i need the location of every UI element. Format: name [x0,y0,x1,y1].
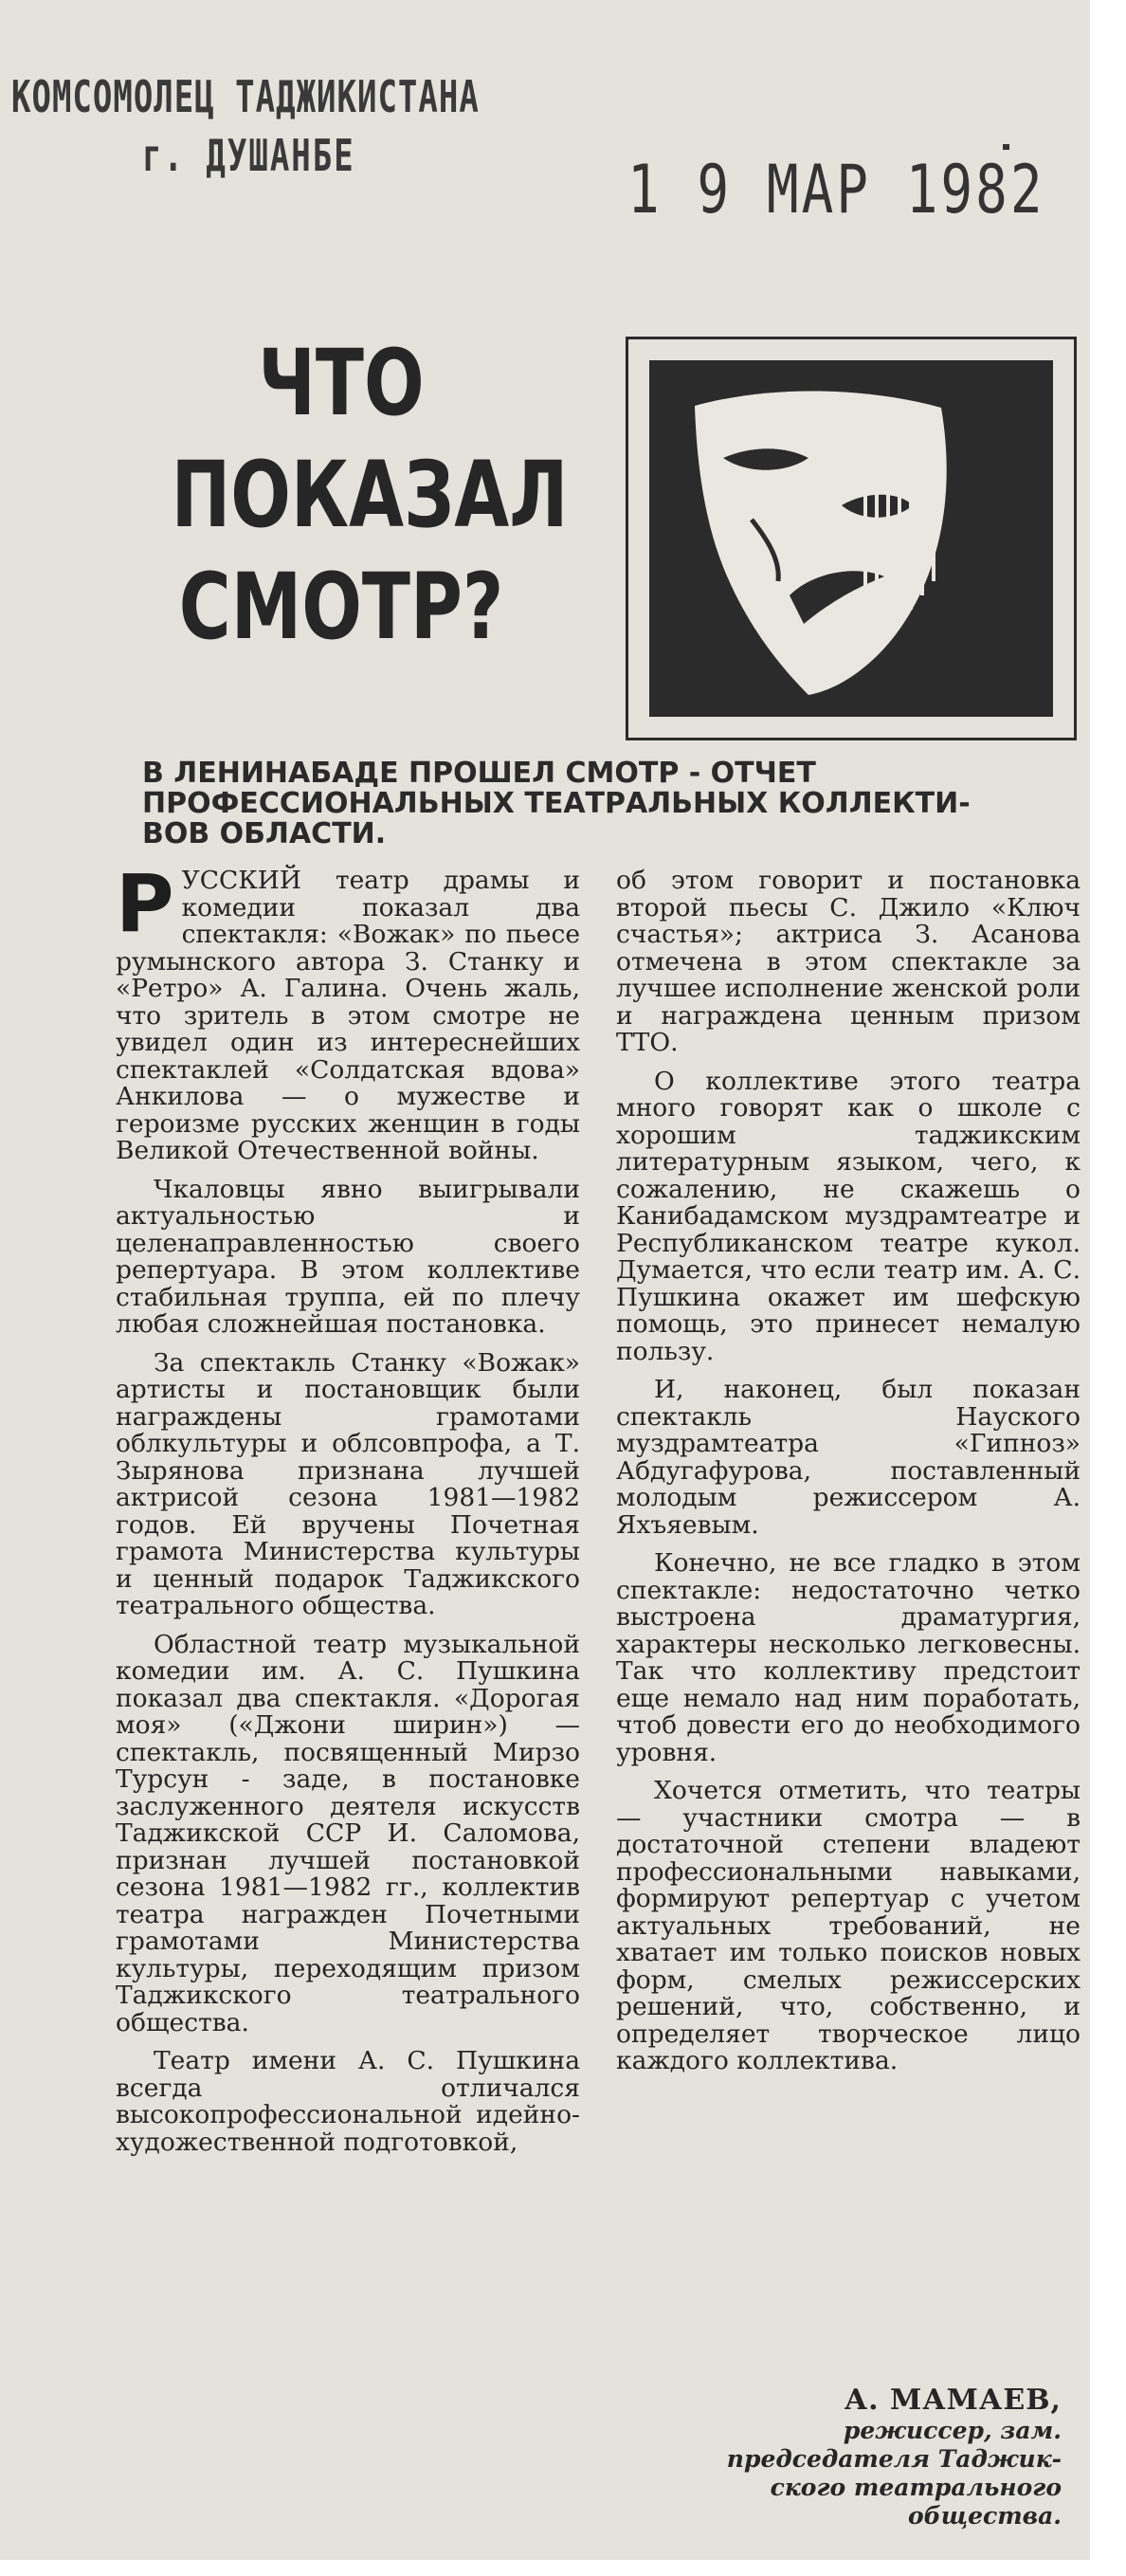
drop-cap: Р [116,857,174,950]
article-paragraph: И, наконец, был показан спектакль Науского муздрамтеатра «Гипноз» Абдугафурова, поставленный молодым режиссером А. Яхъяевым. [616,1375,1081,1540]
author-name: А. МАМАЕВ, [844,2384,1062,2417]
article-paragraph: О коллективе этого театра много говорят как о школе с хорошим таджикским литературным языком, чего, к сожалению, не скажешь о Канибадамском муздрамтеатре и Республиканском театре кукол. Думается, что если театр им. А. С. Пушкина окажет им шефскую помощь, это принесет немалую пользу. [616,1066,1081,1366]
article-column-left [116,857,580,2167]
lead-line: ВОВ ОБЛАСТИ. [142,817,387,850]
author-position: режиссер, зам. [843,2417,1062,2444]
newspaper-name-stamp: КОМСОМОЛЕЦ ТАДЖИКИСТАНА [11,72,480,123]
article-paragraph: Конечно, не все гладко в этом спектакле: недостаточно четко выстроена драматургия, характеры несколько легковесны. Так что коллективу предстоит еще немало над ним поработать, чтоб довести его до необходимого уровня. [616,1548,1081,1767]
article-title [123,327,569,663]
lead-paragraph [142,758,1081,850]
article-paragraph: Хочется отметить, что театры — участники смотра — в достаточной степени владеют профессиональными навыками, формируют репертуар с учетом актуальных требований, не хватает им только поисков новых форм, смелых режиссерских решений, что, собственно, и определяет творческое лицо каждого коллектива. [616,1776,1081,2075]
date-stamp: 1 9 МАР 1982 [627,152,1045,229]
theatre-mask-icon [628,339,1074,738]
city-stamp: г. ДУШАНБЕ [142,131,355,182]
title-line: СМОТР? [178,554,504,660]
article-paragraph: Чкаловцы явно выигрывали актуальностью и целенаправленностью своего репертуара. В этом коллективе стабильная труппа, ей по плечу любая сложнейшая постановка. [116,1174,580,1339]
lead-line: ПРОФЕССИОНАЛЬНЫХ ТЕАТРАЛЬНЫХ КОЛЛЕКТИ- [142,787,971,820]
author-position: ского театрального [770,2474,1062,2501]
article-paragraph: Театр имени А. С. Пушкина всегда отличался высокопрофессиональной идейно-художественной подготовкой, [116,2046,580,2157]
article-paragraph [116,857,580,1165]
article-paragraph: об этом говорит и постановка второй пьесы С. Джило «Ключ счастья»; актриса З. Асанова отмечена в этом спектакле за лучшее исполнение женской роли и награждена ценным призом ТТО. [616,866,1081,1057]
article-paragraph: Областной театр музыкальной комедии им. А. С. Пушкина показал два спектакля. «Дорогая моя» («Джони ширин») — спектакль, посвященный Мирзо Турсун - заде, в постановке заслуженного деятеля искусств Таджикской ССР И. Саломова, признан лучшей постановкой сезона 1981—1982 гг., коллектив театра награжден Почетными грамотами Министерства культуры, переходящим призом Таджикского театрального общества. [116,1629,580,2037]
author-position: председателя Таджик- [726,2445,1062,2473]
stamp-mark [1003,144,1009,150]
article-column-right [616,868,1081,2087]
theatre-mask-illustration [626,337,1077,740]
paragraph-text: УССКИЙ театр драмы и комедии показал два спектакля: «Вожак» по пьесе румынского автора З. Станку и «Ретро» А. Галина. Очень жаль, что зритель в этом смотре не увидел один из интереснейших спектаклей «Солдатская вдова» Анкилова — о мужестве и героизме русских женщин в годы Великой Отечественной войны. [116,866,580,1165]
title-line: ЧТО [258,330,425,436]
article-paragraph: За спектакль Станку «Вожак» артисты и постановщик были награждены грамотами облкультуры и облсовпрофа, а Т. Зырянова признана лучшей актрисой сезона 1981—1982 годов. Ей вручены Почетная грамота Министерства культуры и ценный подарок Таджикского театрального общества. [116,1347,580,1620]
author-position: общества. [908,2502,1062,2530]
title-line: ПОКАЗАЛ [171,442,569,548]
author-signature [682,2384,1062,2530]
lead-line: В ЛЕНИНАБАДЕ ПРОШЕЛ СМОТР - ОТЧЕТ [142,757,816,790]
